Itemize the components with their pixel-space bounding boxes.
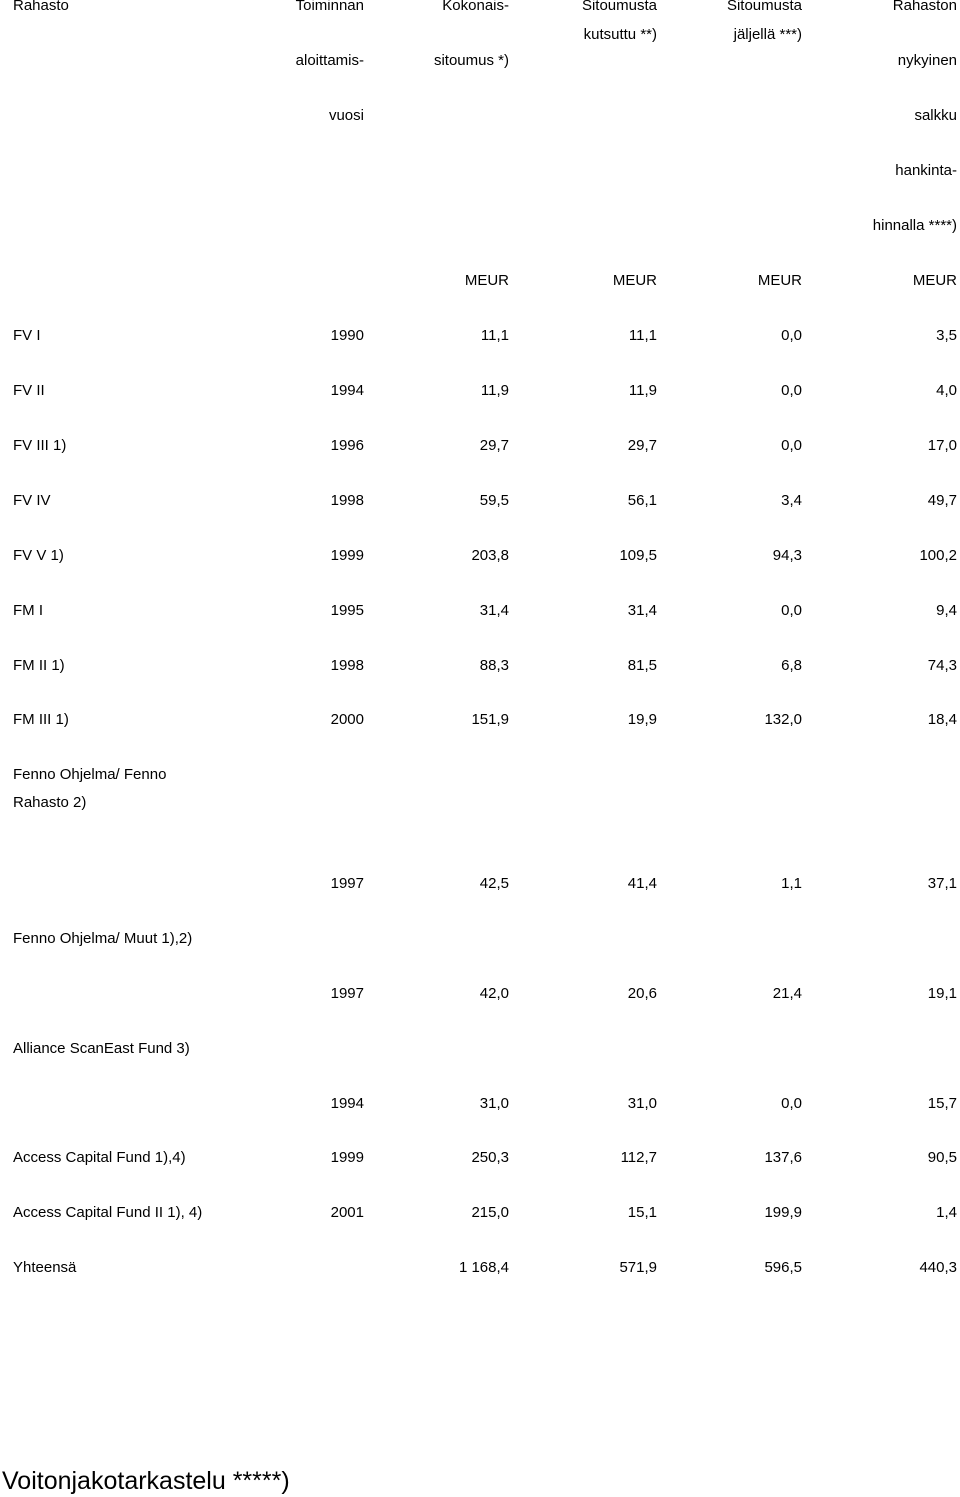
row-total: 151,9	[471, 711, 509, 728]
row-year: 1999	[330, 547, 364, 564]
row-remaining: 0,0	[781, 382, 802, 399]
row-year: 1990	[330, 327, 364, 344]
row-remaining: 94,3	[772, 547, 802, 564]
row-called: 20,6	[627, 985, 657, 1002]
row-portfolio: 74,3	[927, 657, 957, 674]
header-rahasto: Rahasto	[13, 0, 69, 14]
row-called: 31,4	[627, 602, 657, 619]
row-year: 1994	[330, 382, 364, 399]
row-name: FM III 1)	[13, 711, 69, 728]
total-row-total: 1 168,4	[458, 1259, 509, 1276]
header-remaining-line1: Sitoumusta	[726, 0, 802, 14]
row-name: Fenno Ohjelma/ Muut 1),2)	[13, 930, 193, 947]
row-total: 31,0	[479, 1095, 509, 1112]
row-name: Access Capital Fund 1),4)	[13, 1149, 186, 1166]
row-name: FV IV	[13, 492, 51, 509]
row-remaining: 199,9	[764, 1204, 802, 1221]
row-remaining: 1,1	[781, 875, 802, 892]
row-total: 203,8	[471, 547, 509, 564]
header-portfolio-line3: salkku	[914, 107, 957, 124]
row-year: 2001	[330, 1204, 364, 1221]
row-portfolio: 49,7	[927, 492, 957, 509]
row-portfolio: 4,0	[936, 382, 957, 399]
row-portfolio: 9,4	[936, 602, 957, 619]
row-remaining: 6,8	[781, 657, 802, 674]
header-called-line2: kutsuttu **)	[583, 26, 657, 43]
row-name: FV I	[13, 327, 41, 344]
header-year-line2: aloittamis-	[295, 52, 364, 69]
row-name: FM I	[13, 602, 43, 619]
row-total: 31,4	[479, 602, 509, 619]
header-called-unit: MEUR	[612, 272, 657, 289]
row-total: 215,0	[471, 1204, 509, 1221]
total-row-label: Yhteensä	[13, 1259, 77, 1276]
row-remaining: 0,0	[781, 327, 802, 344]
row-called: 19,9	[627, 711, 657, 728]
header-remaining-unit: MEUR	[757, 272, 802, 289]
total-row-remaining: 596,5	[764, 1259, 802, 1276]
row-year: 1996	[330, 437, 364, 454]
header-called-line1: Sitoumusta	[581, 0, 657, 14]
header-portfolio-line5: hinnalla ****)	[872, 217, 957, 234]
row-portfolio: 37,1	[927, 875, 957, 892]
row-remaining: 0,0	[781, 437, 802, 454]
row-total: 59,5	[479, 492, 509, 509]
row-remaining: 3,4	[781, 492, 802, 509]
row-total: 11,1	[480, 327, 509, 344]
header-portfolio-line4: hankinta-	[895, 162, 957, 179]
row-year: 1998	[330, 492, 364, 509]
row-called: 11,9	[628, 382, 657, 399]
row-called: 81,5	[627, 657, 657, 674]
row-name: FV III 1)	[13, 437, 67, 454]
row-portfolio: 3,5	[936, 327, 957, 344]
total-row-portfolio: 440,3	[919, 1259, 957, 1276]
row-called: 41,4	[627, 875, 657, 892]
row-portfolio: 1,4	[936, 1204, 957, 1221]
row-portfolio: 18,4	[927, 711, 957, 728]
row-name: FM II 1)	[13, 657, 65, 674]
row-called: 29,7	[627, 437, 657, 454]
row-portfolio: 17,0	[927, 437, 957, 454]
row-name: Fenno Ohjelma/ Fenno	[13, 766, 167, 783]
row-year: 2000	[330, 711, 364, 728]
row-called: 31,0	[627, 1095, 657, 1112]
header-year-line1: Toiminnan	[295, 0, 364, 14]
row-remaining: 137,6	[764, 1149, 802, 1166]
header-portfolio-line1: Rahaston	[892, 0, 957, 14]
row-name: FV V 1)	[13, 547, 64, 564]
row-total: 88,3	[479, 657, 509, 674]
row-total: 29,7	[479, 437, 509, 454]
row-portfolio: 100,2	[919, 547, 957, 564]
header-year-line3: vuosi	[328, 107, 364, 124]
row-year: 1997	[330, 985, 364, 1002]
row-called: 112,7	[620, 1149, 657, 1166]
row-remaining: 0,0	[781, 602, 802, 619]
row-total: 11,9	[480, 382, 509, 399]
row-called: 109,5	[619, 547, 657, 564]
row-portfolio: 19,1	[927, 985, 957, 1002]
header-total-unit: MEUR	[464, 272, 509, 289]
row-year: 1998	[330, 657, 364, 674]
row-name-line2: Rahasto 2)	[13, 794, 87, 811]
row-name: Access Capital Fund II 1), 4)	[13, 1204, 203, 1221]
header-portfolio-line2: nykyinen	[897, 52, 957, 69]
header-portfolio-unit: MEUR	[912, 272, 957, 289]
row-called: 15,1	[627, 1204, 657, 1221]
row-remaining: 0,0	[781, 1095, 802, 1112]
row-year: 1995	[330, 602, 364, 619]
row-remaining: 21,4	[772, 985, 802, 1002]
row-year: 1997	[330, 875, 364, 892]
section-heading: Voitonjakotarkastelu *****)	[2, 1467, 290, 1495]
row-year: 1994	[330, 1095, 364, 1112]
row-total: 42,5	[479, 875, 509, 892]
row-called: 11,1	[628, 327, 657, 344]
row-name: Alliance ScanEast Fund 3)	[13, 1040, 190, 1057]
row-remaining: 132,0	[764, 711, 802, 728]
total-row-called: 571,9	[619, 1259, 657, 1276]
row-portfolio: 90,5	[927, 1149, 957, 1166]
row-year: 1999	[330, 1149, 364, 1166]
row-called: 56,1	[627, 492, 657, 509]
header-total-line2: sitoumus *)	[433, 52, 509, 69]
row-portfolio: 15,7	[927, 1095, 957, 1112]
header-remaining-line2: jäljellä ***)	[733, 26, 802, 43]
header-total-line1: Kokonais-	[442, 0, 509, 14]
row-total: 250,3	[471, 1149, 509, 1166]
row-name: FV II	[13, 382, 45, 399]
row-total: 42,0	[479, 985, 509, 1002]
